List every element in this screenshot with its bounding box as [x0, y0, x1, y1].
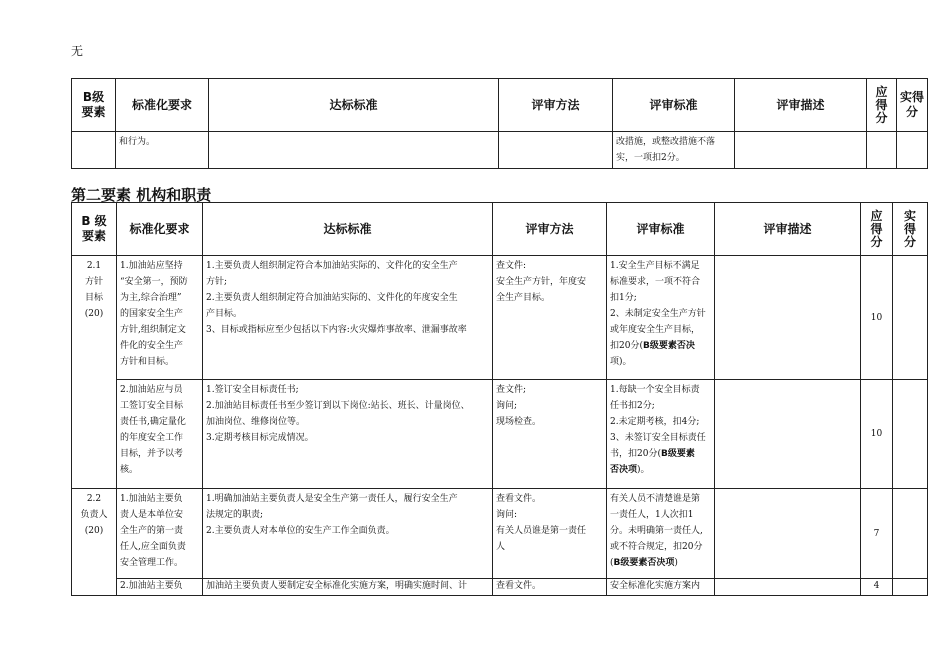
criteria-text: 有关人员不清楚谁是第 一责任人，1人次扣1 分。未明确第一责任人, 或不符合规定，扣20分 (: [610, 494, 703, 568]
cell-requirement: 1.加油站应坚持 “安全第一，预防 为主,综合治理” 的国家安全生产 方针,组织制定文 件化的安全生产 方针和目标。: [117, 256, 203, 380]
header-b-element: B 级 要素: [72, 203, 117, 256]
cell-full-score: 4: [861, 579, 893, 596]
criteria-text: 1.每缺一个安全目标责 任书扣2分; 2.未定期考核，扣4分; 3、未签订安全目标责任 书，扣20分(: [610, 385, 706, 459]
cell-actual-score: [893, 380, 928, 489]
cell-method: 查文件: 安全生产方针，年度安 全生产目标。: [493, 256, 607, 380]
cell-criteria: 改措施，或整改措施不落 实，一项扣2分。: [613, 132, 735, 169]
cell-criteria: 安全标准化实施方案内: [607, 579, 715, 596]
continuation-table: [71, 78, 928, 169]
header-method: 评审方法: [499, 79, 613, 132]
cell-criteria: [607, 489, 715, 579]
element-policy-goals: 2.1 方针 目标 (20): [72, 256, 117, 489]
cell-requirement: 2.加油站应与员 工签订安全目标 责任书,确定量化 的年度安全工作 目标，并予以考 核。: [117, 380, 203, 489]
cell-element: [72, 132, 116, 169]
criteria-text-end: 项)。: [610, 357, 632, 367]
cell-full-score: 10: [861, 380, 893, 489]
cell-standard: 1.签订安全目标责任书; 2.加油站目标责任书至少签订到以下岗位:站长、班长、计量岗位、 加油岗位、维修岗位等。 3.定期考核目标完成情况。: [203, 380, 493, 489]
veto-label: B级要素 否决项: [610, 449, 695, 475]
header-standard: 达标标准: [209, 79, 499, 132]
criteria-text-end: )。: [637, 465, 650, 475]
cell-actual-score: [897, 132, 928, 169]
cell-standard: 1.明确加油站主要负责人是安全生产第一责任人，履行安全生产 法规定的职责; 2.主要负责人对本单位的安生产工作全面负责。: [203, 489, 493, 579]
header-criteria: 评审标准: [607, 203, 715, 256]
cell-method: 查看文件。 询问: 有关人员谁是第一责任 人: [493, 489, 607, 579]
table-row: [72, 380, 928, 489]
header-full-score: 应 得 分: [867, 79, 897, 132]
organization-duties-table: [71, 202, 928, 596]
element-responsible-person: 2.2 负责人 (20): [72, 489, 117, 596]
cell-requirement: 2.加油站主要负: [117, 579, 203, 596]
header-actual-score: 实 得 分: [893, 203, 928, 256]
header-criteria: 评审标准: [613, 79, 735, 132]
cell-criteria: [607, 380, 715, 489]
header-b-element: B级 要素: [72, 79, 116, 132]
table-row: [72, 579, 928, 596]
cell-full-score: [867, 132, 897, 169]
cell-method: 查看文件。: [493, 579, 607, 596]
header-method: 评审方法: [493, 203, 607, 256]
criteria-text-end: ): [674, 558, 678, 568]
cell-description: [715, 380, 861, 489]
table-row: [72, 489, 928, 579]
cell-description: [735, 132, 867, 169]
veto-label: B级要素否决: [642, 341, 695, 351]
cell-requirement: 1.加油站主要负 责人是本单位安 全生产的第一责 任人,应全面负责 安全管理工作。: [117, 489, 203, 579]
veto-label: B级要素否决项: [613, 558, 675, 568]
cell-criteria: [607, 256, 715, 380]
section-title: 第二要素 机构和职责: [71, 186, 212, 204]
table-row: [72, 132, 928, 169]
top-note: 无: [71, 44, 84, 58]
cell-actual-score: [893, 579, 928, 596]
cell-actual-score: [893, 489, 928, 579]
header-description: 评审描述: [715, 203, 861, 256]
cell-method: [499, 132, 613, 169]
cell-description: [715, 579, 861, 596]
header-standard: 达标标准: [203, 203, 493, 256]
cell-description: [715, 489, 861, 579]
criteria-text: 1.安全生产目标不满足 标准要求，一项不符合 扣1分; 2、未制定安全生产方针 或年度安全生产目标， 扣20分(: [610, 261, 706, 351]
cell-actual-score: [893, 256, 928, 380]
header-requirement: 标准化要求: [117, 203, 203, 256]
table-row: [72, 256, 928, 380]
cell-full-score: 10: [861, 256, 893, 380]
cell-standard: 1.主要负责人组织制定符合本加油站实际的、文件化的安全生产 方针; 2.主要负责人组织制定符合加油站实际的、文件化的年度安全生 产目标。 3、目标或指标应至少包括以下内容:火灾爆炸事故率、泄漏事故率: [203, 256, 493, 380]
cell-standard: 加油站主要负责人要制定安全标准化实施方案，明确实施时间、计: [203, 579, 493, 596]
cell-standard: [209, 132, 499, 169]
header-requirement: 标准化要求: [116, 79, 209, 132]
header-full-score: 应 得 分: [861, 203, 893, 256]
header-actual-score: 实得 分: [897, 79, 928, 132]
cell-description: [715, 256, 861, 380]
cell-full-score: 7: [861, 489, 893, 579]
cell-requirement: 和行为。: [116, 132, 209, 169]
header-description: 评审描述: [735, 79, 867, 132]
cell-method: 查文件; 询问; 现场检查。: [493, 380, 607, 489]
